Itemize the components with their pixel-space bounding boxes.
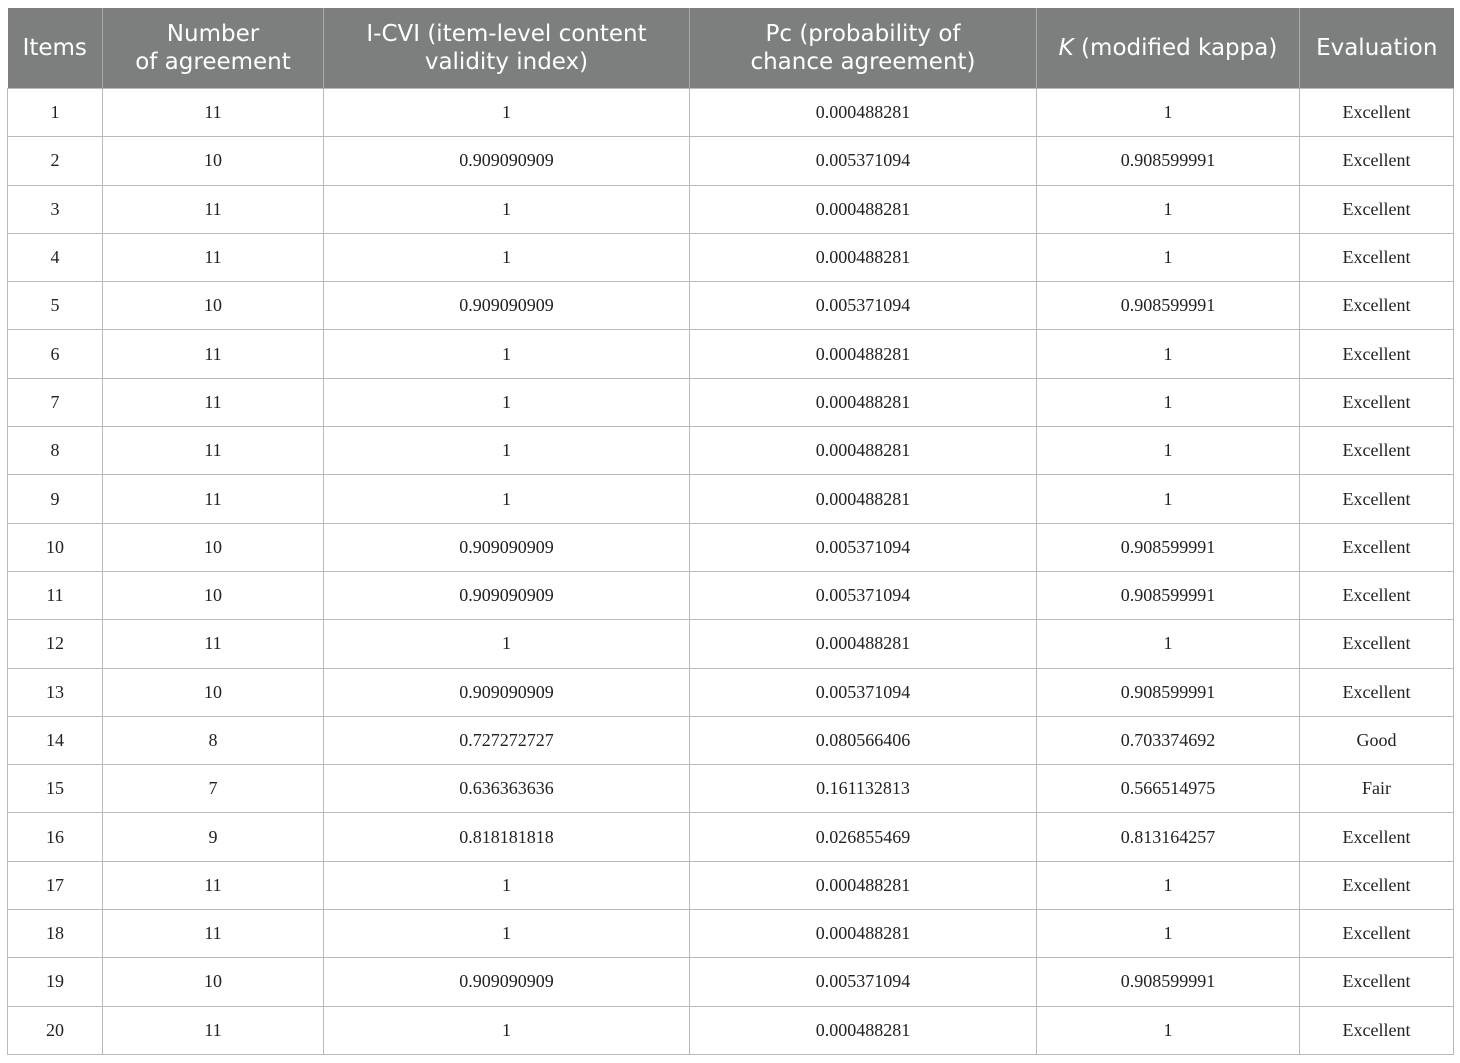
pc-cell: 0.005371094: [690, 958, 1037, 1006]
table-row: [8, 668, 1454, 716]
kappa-cell: 1: [1037, 620, 1300, 668]
table-row: [8, 861, 1454, 909]
evaluation-cell: Excellent: [1300, 378, 1454, 426]
header-number-line2: of agreement: [135, 49, 291, 75]
icvi-cell: 0.909090909: [324, 282, 690, 330]
pc-cell: 0.005371094: [690, 523, 1037, 571]
item-cell: 6: [8, 330, 103, 378]
item-cell: 9: [8, 475, 103, 523]
header-pc-line1: Pc (probability of: [765, 21, 961, 47]
item-cell: 20: [8, 1006, 103, 1054]
pc-cell: 0.000488281: [690, 330, 1037, 378]
table-row: [8, 910, 1454, 958]
table-row: [8, 233, 1454, 281]
pc-cell: 0.080566406: [690, 716, 1037, 764]
icvi-cell: 0.909090909: [324, 137, 690, 185]
table-row: [8, 282, 1454, 330]
agreement-cell: 10: [103, 958, 324, 1006]
kappa-cell: 1: [1037, 427, 1300, 475]
header-icvi: [324, 8, 690, 89]
evaluation-cell: Excellent: [1300, 668, 1454, 716]
evaluation-cell: Excellent: [1300, 620, 1454, 668]
icvi-cell: 1: [324, 861, 690, 909]
table-row: [8, 89, 1454, 137]
icvi-cell: 0.727272727: [324, 716, 690, 764]
header-items: [8, 8, 103, 89]
pc-cell: 0.000488281: [690, 475, 1037, 523]
evaluation-cell: Good: [1300, 716, 1454, 764]
header-evaluation: [1300, 8, 1454, 89]
item-cell: 18: [8, 910, 103, 958]
evaluation-cell: Fair: [1300, 765, 1454, 813]
kappa-cell: 1: [1037, 185, 1300, 233]
table-row: [8, 1006, 1454, 1054]
item-cell: 2: [8, 137, 103, 185]
icvi-cell: 1: [324, 89, 690, 137]
kappa-cell: 0.908599991: [1037, 282, 1300, 330]
kappa-cell: 1: [1037, 330, 1300, 378]
table-row: [8, 620, 1454, 668]
table-row: [8, 958, 1454, 1006]
kappa-cell: 1: [1037, 910, 1300, 958]
pc-cell: 0.000488281: [690, 1006, 1037, 1054]
table-row: [8, 813, 1454, 861]
icvi-cell: 0.909090909: [324, 523, 690, 571]
kappa-cell: 0.908599991: [1037, 523, 1300, 571]
agreement-cell: 11: [103, 89, 324, 137]
pc-cell: 0.000488281: [690, 861, 1037, 909]
header-icvi-line2: validity index): [424, 49, 589, 75]
agreement-cell: 10: [103, 282, 324, 330]
icvi-cell: 1: [324, 233, 690, 281]
item-cell: 16: [8, 813, 103, 861]
kappa-cell: 0.703374692: [1037, 716, 1300, 764]
icvi-cell: 1: [324, 427, 690, 475]
pc-cell: 0.000488281: [690, 620, 1037, 668]
header-evaluation-label: Evaluation: [1316, 35, 1438, 61]
icvi-cell: 1: [324, 475, 690, 523]
header-row: [8, 8, 1454, 89]
header-modified-kappa: [1037, 8, 1300, 89]
table-row: [8, 523, 1454, 571]
kappa-cell: 0.908599991: [1037, 668, 1300, 716]
pc-cell: 0.000488281: [690, 89, 1037, 137]
agreement-cell: 8: [103, 716, 324, 764]
agreement-cell: 7: [103, 765, 324, 813]
kappa-cell: 0.566514975: [1037, 765, 1300, 813]
header-number-of-agreement: [103, 8, 324, 89]
item-cell: 11: [8, 571, 103, 619]
table-header: [8, 8, 1454, 89]
icvi-cell: 1: [324, 620, 690, 668]
item-cell: 19: [8, 958, 103, 1006]
evaluation-cell: Excellent: [1300, 813, 1454, 861]
item-cell: 7: [8, 378, 103, 426]
agreement-cell: 11: [103, 233, 324, 281]
content-validity-table-container: [7, 8, 1453, 1055]
pc-cell: 0.161132813: [690, 765, 1037, 813]
agreement-cell: 10: [103, 571, 324, 619]
icvi-cell: 1: [324, 1006, 690, 1054]
agreement-cell: 10: [103, 523, 324, 571]
pc-cell: 0.005371094: [690, 571, 1037, 619]
content-validity-table: [7, 8, 1454, 1055]
icvi-cell: 1: [324, 185, 690, 233]
evaluation-cell: Excellent: [1300, 330, 1454, 378]
evaluation-cell: Excellent: [1300, 137, 1454, 185]
header-pc-line2: chance agreement): [750, 49, 976, 75]
item-cell: 15: [8, 765, 103, 813]
agreement-cell: 11: [103, 910, 324, 958]
evaluation-cell: Excellent: [1300, 958, 1454, 1006]
icvi-cell: 0.909090909: [324, 958, 690, 1006]
table-row: [8, 185, 1454, 233]
pc-cell: 0.000488281: [690, 185, 1037, 233]
item-cell: 10: [8, 523, 103, 571]
pc-cell: 0.005371094: [690, 282, 1037, 330]
kappa-cell: 1: [1037, 378, 1300, 426]
item-cell: 14: [8, 716, 103, 764]
table-row: [8, 716, 1454, 764]
agreement-cell: 10: [103, 137, 324, 185]
kappa-cell: 1: [1037, 475, 1300, 523]
icvi-cell: 0.818181818: [324, 813, 690, 861]
table-row: [8, 378, 1454, 426]
pc-cell: 0.000488281: [690, 427, 1037, 475]
evaluation-cell: Excellent: [1300, 233, 1454, 281]
kappa-cell: 1: [1037, 233, 1300, 281]
item-cell: 13: [8, 668, 103, 716]
evaluation-cell: Excellent: [1300, 910, 1454, 958]
pc-cell: 0.005371094: [690, 137, 1037, 185]
kappa-cell: 1: [1037, 861, 1300, 909]
evaluation-cell: Excellent: [1300, 1006, 1454, 1054]
table-body: [8, 89, 1454, 1055]
agreement-cell: 11: [103, 620, 324, 668]
pc-cell: 0.000488281: [690, 378, 1037, 426]
evaluation-cell: Excellent: [1300, 523, 1454, 571]
agreement-cell: 11: [103, 475, 324, 523]
table-row: [8, 765, 1454, 813]
pc-cell: 0.000488281: [690, 910, 1037, 958]
kappa-cell: 1: [1037, 1006, 1300, 1054]
agreement-cell: 11: [103, 378, 324, 426]
kappa-cell: 0.908599991: [1037, 571, 1300, 619]
agreement-cell: 11: [103, 330, 324, 378]
agreement-cell: 11: [103, 427, 324, 475]
kappa-cell: 0.908599991: [1037, 137, 1300, 185]
kappa-cell: 0.908599991: [1037, 958, 1300, 1006]
kappa-cell: 0.813164257: [1037, 813, 1300, 861]
item-cell: 17: [8, 861, 103, 909]
icvi-cell: 1: [324, 378, 690, 426]
header-items-label: Items: [22, 35, 87, 61]
icvi-cell: 0.909090909: [324, 571, 690, 619]
evaluation-cell: Excellent: [1300, 427, 1454, 475]
pc-cell: 0.000488281: [690, 233, 1037, 281]
agreement-cell: 11: [103, 1006, 324, 1054]
item-cell: 1: [8, 89, 103, 137]
table-row: [8, 137, 1454, 185]
agreement-cell: 11: [103, 861, 324, 909]
item-cell: 8: [8, 427, 103, 475]
icvi-cell: 1: [324, 330, 690, 378]
pc-cell: 0.005371094: [690, 668, 1037, 716]
table-row: [8, 427, 1454, 475]
table-row: [8, 475, 1454, 523]
table-row: [8, 330, 1454, 378]
evaluation-cell: Excellent: [1300, 185, 1454, 233]
item-cell: 5: [8, 282, 103, 330]
table-row: [8, 571, 1454, 619]
header-icvi-line1: I-CVI (item-level content: [366, 21, 647, 47]
header-kappa-rest: (modified kappa): [1073, 35, 1278, 61]
evaluation-cell: Excellent: [1300, 282, 1454, 330]
evaluation-cell: Excellent: [1300, 571, 1454, 619]
icvi-cell: 1: [324, 910, 690, 958]
header-number-line1: Number: [166, 21, 260, 47]
evaluation-cell: Excellent: [1300, 475, 1454, 523]
kappa-cell: 1: [1037, 89, 1300, 137]
agreement-cell: 11: [103, 185, 324, 233]
evaluation-cell: Excellent: [1300, 861, 1454, 909]
header-kappa-symbol: K: [1058, 35, 1074, 61]
icvi-cell: 0.909090909: [324, 668, 690, 716]
pc-cell: 0.026855469: [690, 813, 1037, 861]
evaluation-cell: Excellent: [1300, 89, 1454, 137]
agreement-cell: 9: [103, 813, 324, 861]
icvi-cell: 0.636363636: [324, 765, 690, 813]
agreement-cell: 10: [103, 668, 324, 716]
item-cell: 3: [8, 185, 103, 233]
item-cell: 12: [8, 620, 103, 668]
item-cell: 4: [8, 233, 103, 281]
header-pc: [690, 8, 1037, 89]
